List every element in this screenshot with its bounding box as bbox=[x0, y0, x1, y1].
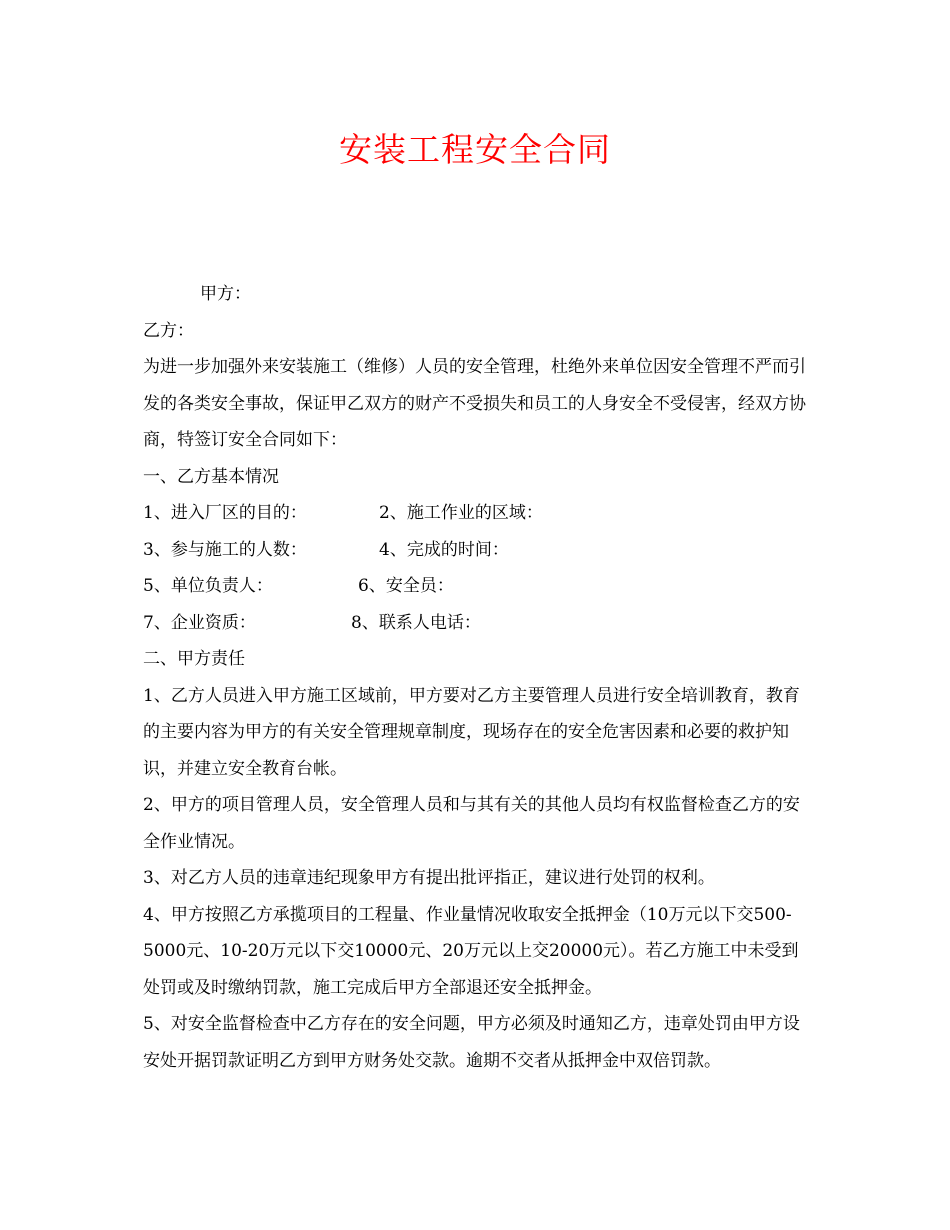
info-field-work-area: 2、施工作业的区域： bbox=[379, 503, 543, 523]
section-heading-party-a-duties: 二、甲方责任 bbox=[143, 649, 245, 669]
info-field-headcount: 3、参与施工的人数： bbox=[143, 539, 307, 560]
party-b-label: 乙方： bbox=[143, 320, 194, 341]
info-field-unit-leader: 5、单位负责人： bbox=[143, 576, 273, 596]
clause-paragraph: 1、乙方人员进入甲方施工区域前，甲方要对乙方主要管理人员进行安全培训教育，教育的主要内容为甲方的有关安全管理规章制度，现场存在的安全危害因素和必要的救护知识，并建立安全教育台帐。 bbox=[143, 685, 800, 779]
info-field-contact-phone: 8、联系人电话： bbox=[351, 612, 481, 633]
info-field-safety-officer: 6、安全员： bbox=[358, 576, 454, 596]
party-a-label: 甲方： bbox=[200, 284, 251, 304]
clause-paragraph: 5、对安全监督检查中乙方存在的安全问题，甲方必须及时通知乙方，违章处罚由甲方设安处开据罚款证明乙方到甲方财务处交款。逾期不交者从抵押金中双倍罚款。 bbox=[143, 1014, 800, 1071]
info-row bbox=[143, 532, 808, 569]
clause-paragraph: 3、对乙方人员的违章违纪现象甲方有提出批评指正，建议进行处罚的权利。 bbox=[143, 868, 715, 888]
info-row bbox=[143, 495, 808, 532]
info-row bbox=[143, 605, 808, 642]
info-row bbox=[143, 568, 808, 605]
info-field-completion-time: 4、完成的时间： bbox=[379, 539, 509, 560]
document-body bbox=[143, 276, 808, 1079]
section-heading-party-b-info: 一、乙方基本情况 bbox=[143, 466, 279, 487]
intro-paragraph: 为进一步加强外来安装施工（维修）人员的安全管理，杜绝外来单位因安全管理不严而引发的各类安全事故，保证甲乙双方的财产不受损失和员工的人身安全不受侵害，经双方协商，特签订安全合同如下： bbox=[143, 357, 806, 450]
info-field-qualification: 7、企业资质： bbox=[143, 612, 256, 633]
info-field-purpose: 1、进入厂区的目的： bbox=[143, 503, 307, 523]
document-title: 安装工程安全合同 bbox=[339, 130, 611, 169]
clause-paragraph: 4、甲方按照乙方承揽项目的工程量、作业量情况收取安全抵押金（10万元以下交500-5000元、10-20万元以下交10000元、20万元以上交20000元）。若乙方施工中未受到处罚或及时缴纳罚款，施工完成后甲方全部退还安全抵押金。 bbox=[143, 904, 799, 998]
clause-paragraph: 2、甲方的项目管理人员，安全管理人员和与其有关的其他人员均有权监督检查乙方的安全作业情况。 bbox=[143, 795, 800, 852]
